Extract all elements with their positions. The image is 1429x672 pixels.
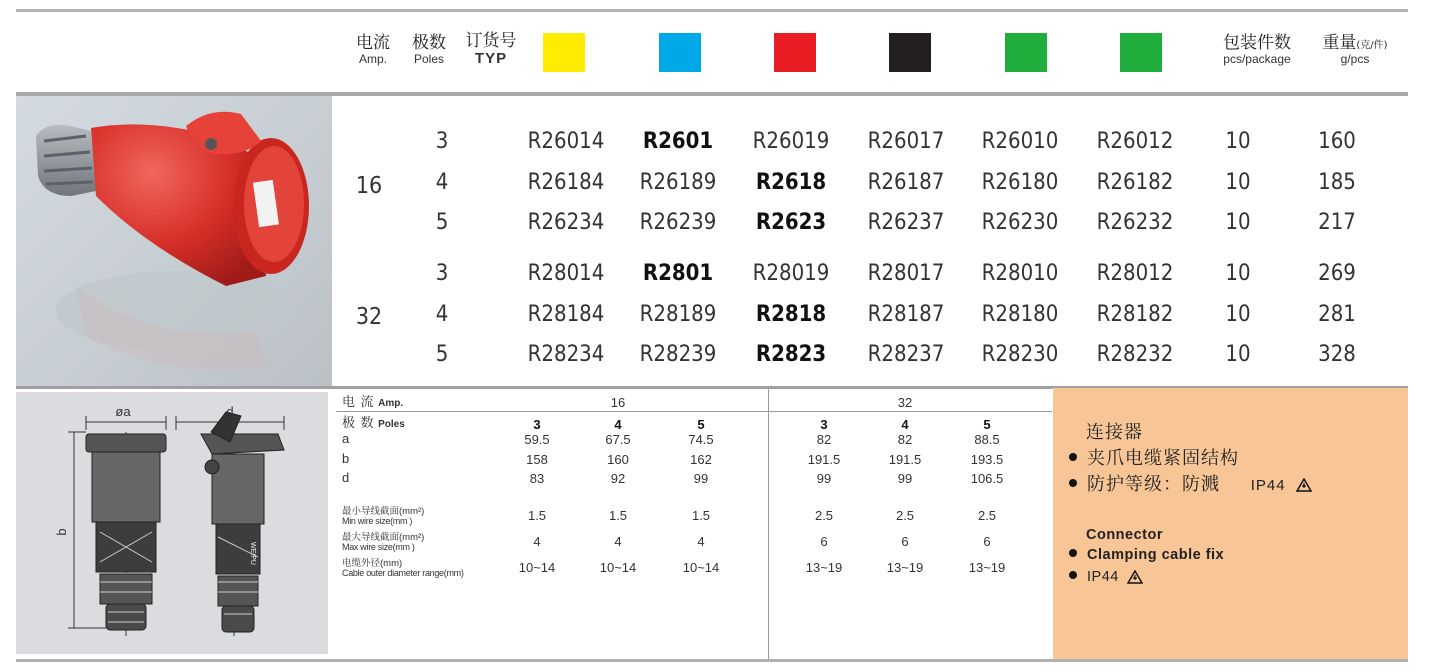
spec-row-label: d xyxy=(342,470,350,485)
order-code: R26012 xyxy=(1096,129,1174,154)
poles-value: 5 xyxy=(435,210,449,235)
spec-value: 13~19 xyxy=(886,560,924,575)
info-bullet1-en-text: Clamping cable fix xyxy=(1087,547,1225,563)
bottom-rule xyxy=(16,659,1408,662)
spec-row-label: a xyxy=(342,431,350,446)
weight-value: 281 xyxy=(1318,302,1356,327)
spec-value: 191.5 xyxy=(888,452,922,467)
poles-value: 4 xyxy=(435,302,449,327)
info-box xyxy=(1053,388,1408,659)
spec-value: 2.5 xyxy=(814,508,834,523)
info-bullet2-en-text: IP44 xyxy=(1087,569,1119,585)
pack-qty: 10 xyxy=(1225,342,1251,367)
spec-row-label-zh: 最小导线截面(mm²) xyxy=(342,506,425,517)
spec-value: 4 xyxy=(697,534,705,549)
poles-value: 4 xyxy=(435,170,449,195)
spec-poles-value: 4 xyxy=(614,417,622,432)
amp-value: 16 xyxy=(355,173,383,199)
spec-value: 1.5 xyxy=(527,508,547,523)
color-swatch-blue xyxy=(659,33,701,72)
spec-amp-label-en: Amp. xyxy=(378,398,404,409)
spec-value: 83 xyxy=(529,471,545,486)
spec-row-label-zh: 电缆外径(mm) xyxy=(342,558,403,569)
header-amp-en: Amp. xyxy=(358,51,387,66)
poles-value: 3 xyxy=(435,261,449,286)
spec-value: 6 xyxy=(983,534,991,549)
weight-value: 269 xyxy=(1318,261,1356,286)
order-code: R28010 xyxy=(981,261,1059,286)
spec-value: 160 xyxy=(607,452,629,467)
order-code: R26239 xyxy=(639,210,717,235)
header-pack-zh: 包装件数 xyxy=(1223,33,1291,53)
spec-row-label-zh: 最大导线截面(mm²) xyxy=(342,532,425,543)
weight-value: 217 xyxy=(1318,210,1356,235)
dim-label-b: b xyxy=(54,528,69,536)
spec-value: 67.5 xyxy=(605,432,631,447)
spec-value: 4 xyxy=(533,534,541,549)
order-code: R28014 xyxy=(527,261,605,286)
spec-value: 74.5 xyxy=(688,432,714,447)
header-weight-zh: 重量 xyxy=(1322,33,1357,53)
order-code: R2623 xyxy=(755,210,827,235)
color-swatch-green-1 xyxy=(1005,33,1047,72)
header-amp xyxy=(350,35,396,65)
spec-value: 158 xyxy=(526,452,548,467)
info-bullet2-zh xyxy=(1069,470,1312,496)
spec-row-label xyxy=(342,504,424,527)
spec-row-label xyxy=(342,530,424,553)
order-code: R2618 xyxy=(755,170,827,195)
spec-poles-value: 4 xyxy=(901,417,909,432)
spec-value: 2.5 xyxy=(977,508,997,523)
spec-row-label-en: Cable outer diameter range(mm) xyxy=(342,568,464,579)
order-code: R28012 xyxy=(1096,261,1174,286)
info-bullet1-zh-text: 夹爪电缆紧固结构 xyxy=(1087,448,1239,469)
top-rule xyxy=(16,9,1408,12)
header-weight xyxy=(1310,35,1400,65)
order-code: R28187 xyxy=(867,302,945,327)
order-code: R2601 xyxy=(642,129,714,154)
weight-value: 328 xyxy=(1318,342,1356,367)
order-code: R26187 xyxy=(867,170,945,195)
spec-value: 2.5 xyxy=(895,508,915,523)
spec-value: 13~19 xyxy=(968,560,1006,575)
spec-value: 99 xyxy=(897,471,913,486)
pack-qty: 10 xyxy=(1225,210,1251,235)
warning-triangle-icon xyxy=(1296,478,1312,492)
bullet-dot xyxy=(1069,453,1077,461)
header-poles xyxy=(405,35,453,65)
info-bullet2-zh-text: 防护等级：防溅 xyxy=(1087,474,1220,495)
spec-divider xyxy=(768,389,769,659)
spec-row-label-en: Max wire size(mm ) xyxy=(342,542,415,553)
order-code: R28017 xyxy=(867,261,945,286)
order-code: R26232 xyxy=(1096,210,1174,235)
pack-qty: 10 xyxy=(1225,129,1251,154)
weight-value: 185 xyxy=(1318,170,1356,195)
info-ip-zh: IP44 xyxy=(1250,477,1286,494)
order-code: R28184 xyxy=(527,302,605,327)
header-typ xyxy=(460,33,522,67)
poles-value: 3 xyxy=(435,129,449,154)
spec-poles-label-zh: 极 数 xyxy=(342,415,375,430)
drawing-brand: WEIPU xyxy=(249,542,256,565)
spec-row-label-en: Min wire size(mm ) xyxy=(342,516,413,527)
spec-value: 1.5 xyxy=(691,508,711,523)
order-code: R28234 xyxy=(527,342,605,367)
order-code: R26189 xyxy=(639,170,717,195)
spec-value: 82 xyxy=(816,432,832,447)
spec-amp-32: 32 xyxy=(897,395,913,410)
order-code: R26230 xyxy=(981,210,1059,235)
weight-value: 160 xyxy=(1318,129,1356,154)
spec-amp-label xyxy=(342,395,403,410)
spec-amp-label-zh: 电 流 xyxy=(342,394,375,409)
color-swatch-red xyxy=(774,33,816,72)
spec-amp-underline xyxy=(336,411,1052,412)
poles-value: 5 xyxy=(435,342,449,367)
header-poles-zh: 极数 xyxy=(412,33,446,53)
color-swatch-green-2 xyxy=(1120,33,1162,72)
order-code: R26234 xyxy=(527,210,605,235)
spec-amp-16: 16 xyxy=(610,395,626,410)
spec-value: 92 xyxy=(610,471,626,486)
spec-value: 162 xyxy=(690,452,712,467)
order-code: R28230 xyxy=(981,342,1059,367)
bullet-dot xyxy=(1069,549,1077,557)
spec-poles-value: 3 xyxy=(533,417,541,432)
header-typ-en: TYP xyxy=(474,49,508,67)
order-code: R2818 xyxy=(755,302,827,327)
spec-value: 10~14 xyxy=(682,560,720,575)
spec-value: 6 xyxy=(820,534,828,549)
order-code: R2801 xyxy=(642,261,714,286)
order-code: R28019 xyxy=(752,261,830,286)
spec-value: 99 xyxy=(816,471,832,486)
spec-poles-value: 5 xyxy=(697,417,705,432)
header-typ-zh: 订货号 xyxy=(465,31,517,51)
order-code: R26182 xyxy=(1096,170,1174,195)
header-poles-en: Poles xyxy=(413,51,445,66)
spec-value: 4 xyxy=(614,534,622,549)
spec-row-label xyxy=(342,556,464,579)
dimension-drawing xyxy=(16,392,328,654)
spec-poles-value: 5 xyxy=(983,417,991,432)
order-code: R28237 xyxy=(867,342,945,367)
order-code: R26017 xyxy=(867,129,945,154)
bullet-dot xyxy=(1069,479,1077,487)
header-weight-unit: (克/件) xyxy=(1356,40,1388,51)
spec-value: 191.5 xyxy=(807,452,841,467)
spec-value: 59.5 xyxy=(524,432,550,447)
info-bullet2-en xyxy=(1069,569,1143,585)
order-code: R26014 xyxy=(527,129,605,154)
order-code: R28232 xyxy=(1096,342,1174,367)
header-amp-zh: 电流 xyxy=(356,33,390,53)
info-bullet1-en xyxy=(1069,547,1224,563)
connector-dimension-drawing xyxy=(16,392,328,654)
pack-qty: 10 xyxy=(1225,170,1251,195)
bullet-dot xyxy=(1069,571,1077,579)
spec-value: 99 xyxy=(693,471,709,486)
spec-value: 10~14 xyxy=(599,560,637,575)
spec-value: 1.5 xyxy=(608,508,628,523)
product-photo xyxy=(16,96,332,386)
dim-label-d: d xyxy=(226,404,234,419)
order-code: R28182 xyxy=(1096,302,1174,327)
spec-row-label: b xyxy=(342,451,350,466)
order-code: R26237 xyxy=(867,210,945,235)
order-code: R2823 xyxy=(755,342,827,367)
info-bullet1-zh xyxy=(1069,444,1239,470)
header-pack xyxy=(1207,35,1307,65)
info-title-en: Connector xyxy=(1086,527,1163,543)
order-code: R28239 xyxy=(639,342,717,367)
order-code: R28180 xyxy=(981,302,1059,327)
info-title-zh: 连接器 xyxy=(1086,422,1143,443)
spec-value: 6 xyxy=(901,534,909,549)
color-swatch-yellow xyxy=(543,33,585,72)
order-code: R26010 xyxy=(981,129,1059,154)
spec-value: 82 xyxy=(897,432,913,447)
color-swatch-black xyxy=(889,33,931,72)
spec-value: 106.5 xyxy=(970,471,1004,486)
order-code: R28189 xyxy=(639,302,717,327)
spec-value: 193.5 xyxy=(970,452,1004,467)
order-code: R26019 xyxy=(752,129,830,154)
pack-qty: 10 xyxy=(1225,261,1251,286)
header-weight-en: g/pcs xyxy=(1340,51,1370,66)
spec-value: 10~14 xyxy=(518,560,556,575)
header-pack-en: pcs/package xyxy=(1223,51,1291,66)
amp-value: 32 xyxy=(355,304,383,330)
spec-poles-label xyxy=(342,416,405,431)
order-code: R26184 xyxy=(527,170,605,195)
connector-photo-illustration xyxy=(16,96,332,386)
warning-triangle-icon xyxy=(1127,570,1143,584)
spec-value: 13~19 xyxy=(805,560,843,575)
order-code: R26180 xyxy=(981,170,1059,195)
spec-poles-label-en: Poles xyxy=(378,419,405,430)
dim-label-a: øa xyxy=(115,404,131,419)
pack-qty: 10 xyxy=(1225,302,1251,327)
spec-value: 88.5 xyxy=(974,432,1000,447)
spec-poles-value: 3 xyxy=(820,417,828,432)
